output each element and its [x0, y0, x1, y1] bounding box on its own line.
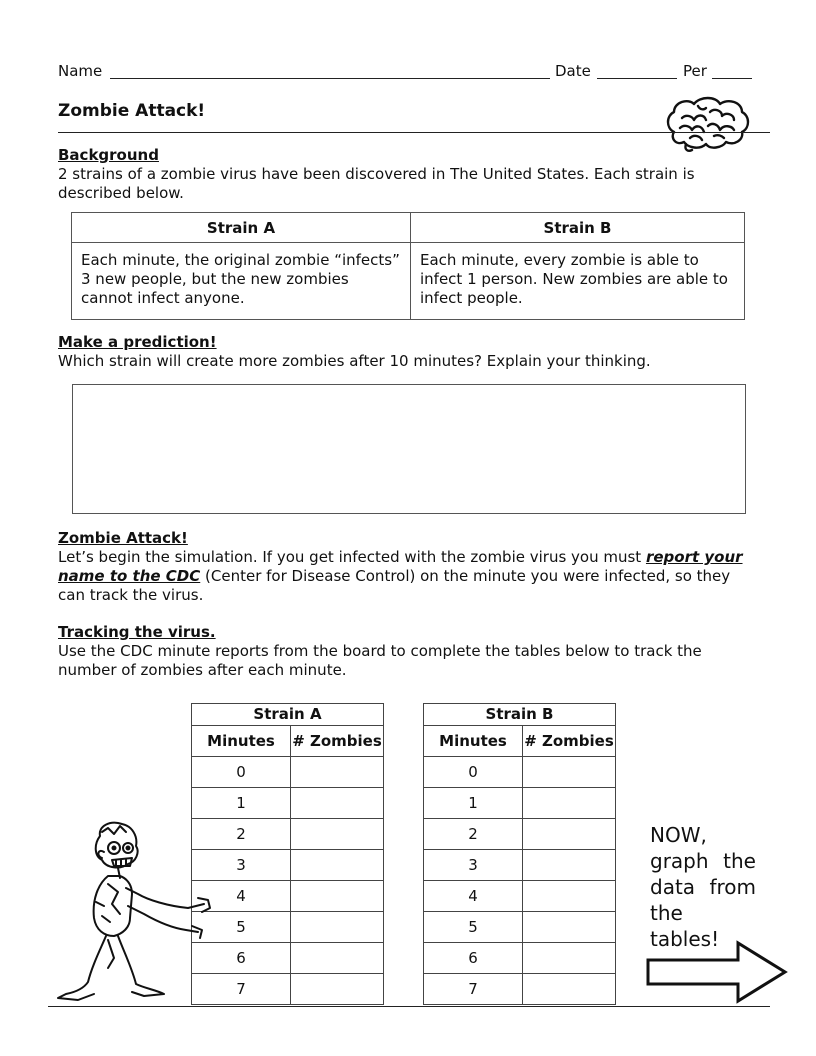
per-label: Per — [683, 62, 707, 80]
strain-b-description: Each minute, every zombie is able to infect 1 person. New zombies are able to infect people. — [411, 243, 745, 320]
zombie-count-cell[interactable] — [523, 819, 616, 850]
attack-text — [58, 548, 748, 605]
strain-a-header: Strain A — [72, 213, 411, 243]
prediction-question: Which strain will create more zombies after 10 minutes? Explain your thinking. — [58, 352, 651, 370]
strain-a-description: Each minute, the original zombie “infects” 3 new people, but the new zombies cannot infect anyone. — [72, 243, 411, 320]
callout-line: NOW, — [650, 823, 707, 847]
zombie-figure — [48, 818, 216, 1008]
brain-icon — [664, 94, 750, 154]
callout-line: graph the — [650, 849, 756, 873]
minute-cell: 0 — [424, 757, 523, 788]
table-row — [192, 912, 384, 943]
strain-b-table-title: Strain B — [424, 704, 616, 726]
table-row — [192, 850, 384, 881]
zombie-count-cell[interactable] — [523, 943, 616, 974]
name-field[interactable] — [110, 78, 550, 79]
zombie-count-cell[interactable] — [291, 788, 384, 819]
page-title: Zombie Attack! — [58, 101, 206, 121]
minute-cell: 6 — [424, 943, 523, 974]
zombie-count-cell[interactable] — [523, 850, 616, 881]
table-row — [424, 819, 616, 850]
zombie-count-cell[interactable] — [523, 912, 616, 943]
zombie-count-cell[interactable] — [291, 850, 384, 881]
minute-cell: 1 — [192, 788, 291, 819]
zombie-count-cell[interactable] — [523, 881, 616, 912]
table-row — [424, 757, 616, 788]
report-cdc-emphasis: report your name to the CDC — [58, 548, 743, 585]
zombie-count-cell[interactable] — [523, 974, 616, 1005]
minute-cell: 4 — [192, 881, 291, 912]
name-label: Name — [58, 62, 103, 80]
right-arrow-icon — [646, 940, 790, 1004]
attack-text-after: (Center for Disease Control) on the minute you were infected, so they can track the virus. — [58, 567, 731, 604]
graph-callout — [650, 822, 756, 952]
table-row — [192, 788, 384, 819]
minute-cell: 2 — [192, 819, 291, 850]
table-row — [424, 912, 616, 943]
table-row — [192, 881, 384, 912]
table-row — [192, 819, 384, 850]
minute-cell: 4 — [424, 881, 523, 912]
prediction-answer-box[interactable] — [72, 384, 746, 514]
minute-cell: 0 — [192, 757, 291, 788]
table-row — [424, 850, 616, 881]
table-row — [424, 974, 616, 1005]
table-row — [192, 943, 384, 974]
callout-line: data from — [650, 875, 756, 899]
tracking-text: Use the CDC minute reports from the board to complete the tables below to track the number of zombies after each minute. — [58, 642, 702, 679]
minute-cell: 6 — [192, 943, 291, 974]
period-field[interactable] — [712, 78, 752, 79]
minute-cell: 5 — [192, 912, 291, 943]
table-row — [424, 881, 616, 912]
strain-b-header: Strain B — [411, 213, 745, 243]
callout-line: the tables! — [650, 901, 720, 951]
zombie-count-cell[interactable] — [291, 912, 384, 943]
strain-table — [71, 212, 745, 320]
zombie-count-cell[interactable] — [291, 757, 384, 788]
zombie-count-cell[interactable] — [291, 974, 384, 1005]
minute-cell: 1 — [424, 788, 523, 819]
minute-cell: 7 — [424, 974, 523, 1005]
prediction-heading: Make a prediction! — [58, 333, 217, 351]
strain-a-table-title: Strain A — [192, 704, 384, 726]
attack-heading: Zombie Attack! — [58, 529, 188, 547]
minute-cell: 5 — [424, 912, 523, 943]
date-field[interactable] — [597, 78, 677, 79]
date-label: Date — [555, 62, 591, 80]
title-divider — [58, 132, 770, 133]
zombies-header: # Zombies — [291, 726, 384, 757]
strain-a-table — [191, 703, 384, 1005]
zombie-count-cell[interactable] — [523, 788, 616, 819]
zombies-header: # Zombies — [523, 726, 616, 757]
minute-cell: 3 — [424, 850, 523, 881]
minutes-header: Minutes — [192, 726, 291, 757]
minutes-header: Minutes — [424, 726, 523, 757]
table-row — [192, 757, 384, 788]
table-row — [192, 974, 384, 1005]
minute-cell: 3 — [192, 850, 291, 881]
strain-b-table — [423, 703, 616, 1005]
table-row — [424, 788, 616, 819]
background-text: 2 strains of a zombie virus have been discovered in The United States. Each strain is described below. — [58, 165, 695, 202]
table-row — [424, 943, 616, 974]
attack-text-before: Let’s begin the simulation. If you get infected with the zombie virus you must — [58, 548, 646, 566]
tracking-heading: Tracking the virus. — [58, 623, 216, 641]
bottom-divider — [48, 1006, 770, 1007]
minute-cell: 2 — [424, 819, 523, 850]
minute-cell: 7 — [192, 974, 291, 1005]
zombie-count-cell[interactable] — [291, 819, 384, 850]
zombie-count-cell[interactable] — [291, 881, 384, 912]
background-heading: Background — [58, 146, 159, 164]
zombie-count-cell[interactable] — [291, 943, 384, 974]
zombie-count-cell[interactable] — [523, 757, 616, 788]
